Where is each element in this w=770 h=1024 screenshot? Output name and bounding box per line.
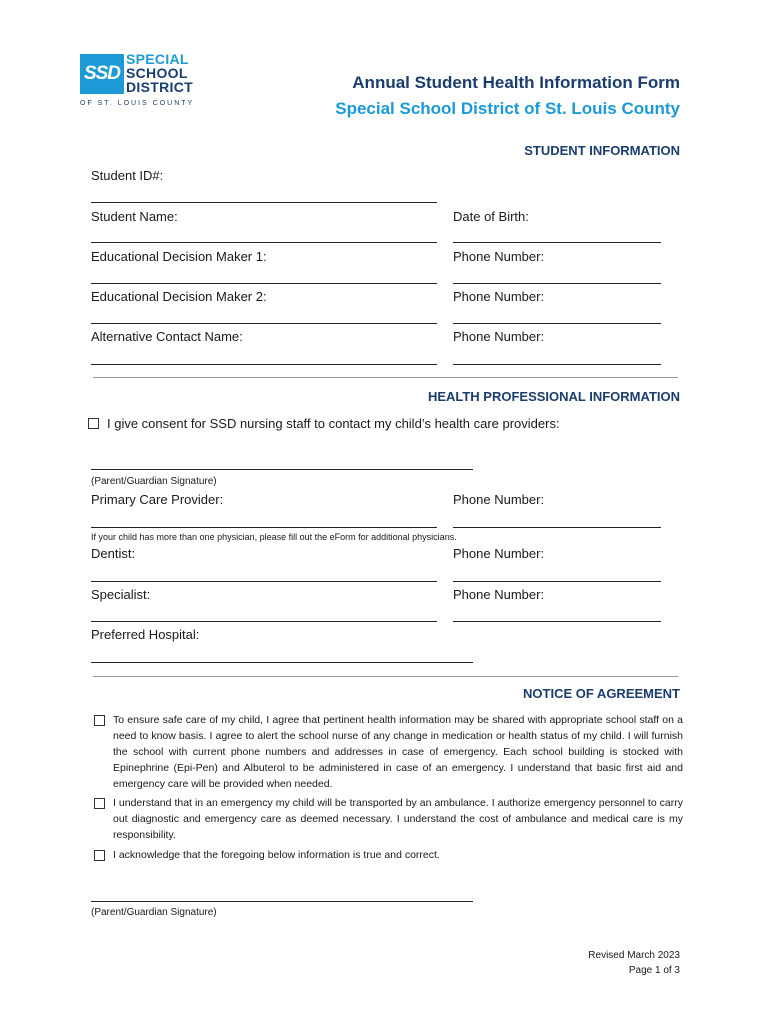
agreement-checkbox-3[interactable]	[94, 850, 105, 861]
primary-care-phone-label: Phone Number:	[453, 492, 545, 507]
hospital-field[interactable]	[91, 662, 473, 663]
dentist-phone-field[interactable]	[453, 581, 661, 582]
specialist-field[interactable]	[91, 621, 437, 622]
form-subtitle: Special School District of St. Louis County	[335, 99, 680, 118]
dob-label: Date of Birth:	[453, 209, 529, 224]
agreement-checkbox-2[interactable]	[94, 798, 105, 809]
ssd-logo	[80, 52, 210, 112]
specialist-phone-field[interactable]	[453, 621, 661, 622]
health-info-heading: HEALTH PROFESSIONAL INFORMATION	[427, 389, 680, 404]
student-name-label: Student Name:	[91, 209, 178, 224]
edm2-phone-field[interactable]	[453, 323, 661, 324]
consent-signature-caption: (Parent/Guardian Signature)	[91, 476, 217, 487]
student-info-heading: STUDENT INFORMATION	[524, 143, 680, 158]
edm1-field[interactable]	[91, 283, 437, 284]
alt-contact-label: Alternative Contact Name:	[91, 329, 243, 344]
edm2-phone-label: Phone Number:	[453, 289, 545, 304]
agreement-heading: NOTICE OF AGREEMENT	[523, 686, 680, 701]
edm2-field[interactable]	[91, 323, 437, 324]
student-name-field[interactable]	[91, 242, 437, 243]
section-divider	[93, 377, 678, 378]
logo-subtitle: OF ST. LOUIS COUNTY	[80, 100, 195, 107]
dob-field[interactable]	[453, 242, 661, 243]
alt-contact-phone-field[interactable]	[453, 364, 661, 365]
form-title: Annual Student Health Information Form	[352, 73, 680, 92]
primary-care-phone-field[interactable]	[453, 527, 661, 528]
specialist-label: Specialist:	[91, 587, 151, 602]
page-number: Page 1 of 3	[628, 965, 680, 976]
hospital-label: Preferred Hospital:	[91, 627, 200, 642]
revised-date: Revised March 2023	[588, 950, 680, 961]
physician-note: If your child has more than one physician, please fill out the eForm for additional physicians.	[91, 532, 457, 542]
agreement-signature-field[interactable]	[91, 901, 473, 902]
alt-contact-field[interactable]	[91, 364, 437, 365]
logo-line-1: SPECIAL	[126, 51, 189, 67]
consent-checkbox[interactable]	[88, 418, 99, 429]
logo-line-2: SCHOOL	[126, 65, 188, 81]
edm2-label: Educational Decision Maker 2:	[91, 289, 267, 304]
dentist-phone-label: Phone Number:	[453, 546, 545, 561]
student-id-field[interactable]	[91, 202, 437, 203]
edm1-label: Educational Decision Maker 1:	[91, 249, 267, 264]
consent-signature-field[interactable]	[91, 469, 473, 470]
edm1-phone-field[interactable]	[453, 283, 661, 284]
logo-mark: SSD	[80, 54, 124, 94]
agreement-checkbox-1[interactable]	[94, 715, 105, 726]
dentist-field[interactable]	[91, 581, 437, 582]
agreement-text-1: To ensure safe care of my child, I agree that pertinent health information may be shared with appropriate school staff on a need to know basis. I agree to alert the school nurse of any change in medication or health status of my child. I will furnish the school with current phone numbers and addresses in case of emergency. Each school building is stocked with Epinephrine (Epi-Pen) and Albuterol to be administered in case of an emergency. I understand that basic first aid and emergency care will be provided when needed.	[113, 714, 683, 790]
logo-line-3: DISTRICT	[126, 79, 193, 95]
primary-care-label: Primary Care Provider:	[91, 492, 224, 507]
specialist-phone-label: Phone Number:	[453, 587, 545, 602]
section-divider	[93, 676, 678, 677]
agreement-text-3: I acknowledge that the foregoing below information is true and correct.	[113, 849, 440, 861]
agreement-text-2: I understand that in an emergency my child will be transported by an ambulance. I authorize emergency personnel to carry out diagnostic and emergency care as deemed necessary. I understand the cost of ambulance and medical care is my responsibility.	[113, 797, 683, 841]
dentist-label: Dentist:	[91, 546, 136, 561]
alt-contact-phone-label: Phone Number:	[453, 329, 545, 344]
logo-wordmark	[126, 52, 193, 94]
agreement-signature-caption: (Parent/Guardian Signature)	[91, 907, 217, 918]
student-id-label: Student ID#:	[91, 168, 164, 183]
consent-label: I give consent for SSD nursing staff to contact my child’s health care providers:	[107, 416, 560, 431]
edm1-phone-label: Phone Number:	[453, 249, 545, 264]
primary-care-field[interactable]	[91, 527, 437, 528]
